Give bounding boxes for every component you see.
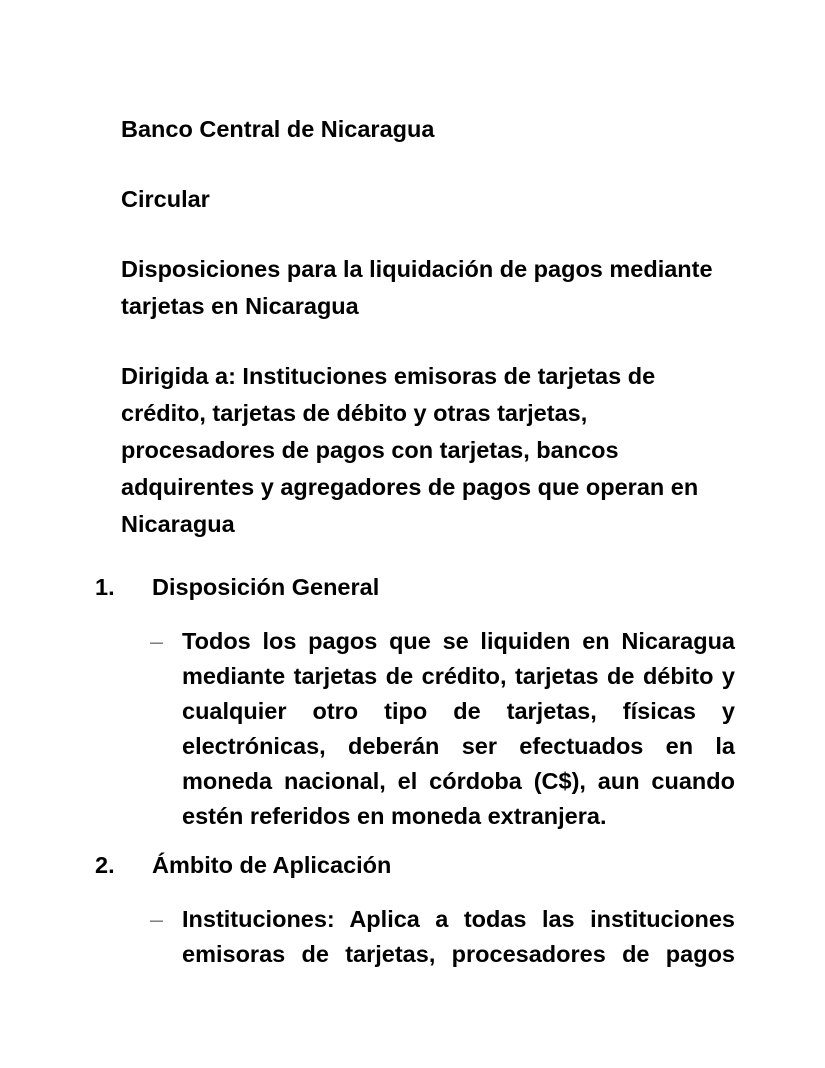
text-line: mediante tarjetas de crédito, tarjetas de débito y	[182, 663, 735, 689]
text-line: Todos los pagos que se liquiden en Nicaragua	[182, 628, 735, 654]
list-dash-marker: –	[150, 906, 164, 932]
text-line: procesadores de pagos con tarjetas, bancos	[121, 437, 619, 463]
document-title	[121, 111, 825, 148]
section-number: 2.	[95, 852, 115, 878]
text-line: electrónicas, deberán ser efectuados en la	[182, 733, 735, 759]
text-line: Disposiciones para la liquidación de pagos mediante	[121, 256, 713, 282]
text-line: emisoras de tarjetas, procesadores de pagos	[182, 941, 735, 967]
text-line: tarjetas en Nicaragua	[121, 293, 359, 319]
text-line: adquirentes y agregadores de pagos que operan en	[121, 474, 699, 500]
section-heading-1	[95, 569, 825, 606]
text-line: cualquier otro tipo de tarjetas, físicas y	[182, 698, 735, 724]
section-title: Disposición General	[152, 574, 380, 600]
text-line: Banco Central de Nicaragua	[121, 116, 435, 142]
text-line: Dirigida a: Instituciones emisoras de tarjetas de	[121, 363, 656, 389]
list-item-paragraph	[182, 624, 735, 834]
audience-paragraph	[121, 358, 825, 543]
section-number: 1.	[95, 574, 115, 600]
list-item-paragraph	[182, 902, 735, 972]
document-heading	[121, 251, 825, 325]
text-line: estén referidos en moneda extranjera.	[182, 803, 607, 829]
section-heading-2	[95, 847, 825, 884]
text-line: crédito, tarjetas de débito y otras tarjetas,	[121, 400, 588, 426]
document-subtitle	[121, 181, 825, 218]
list-item	[150, 624, 825, 834]
text-line: Instituciones: Aplica a todas las instituciones	[182, 906, 735, 932]
section-title: Ámbito de Aplicación	[152, 852, 392, 878]
list-item	[150, 902, 825, 972]
list-dash-marker: –	[150, 628, 164, 654]
text-line: Circular	[121, 186, 210, 212]
text-line: Nicaragua	[121, 511, 235, 537]
text-line: moneda nacional, el córdoba (C$), aun cuando	[182, 768, 735, 794]
